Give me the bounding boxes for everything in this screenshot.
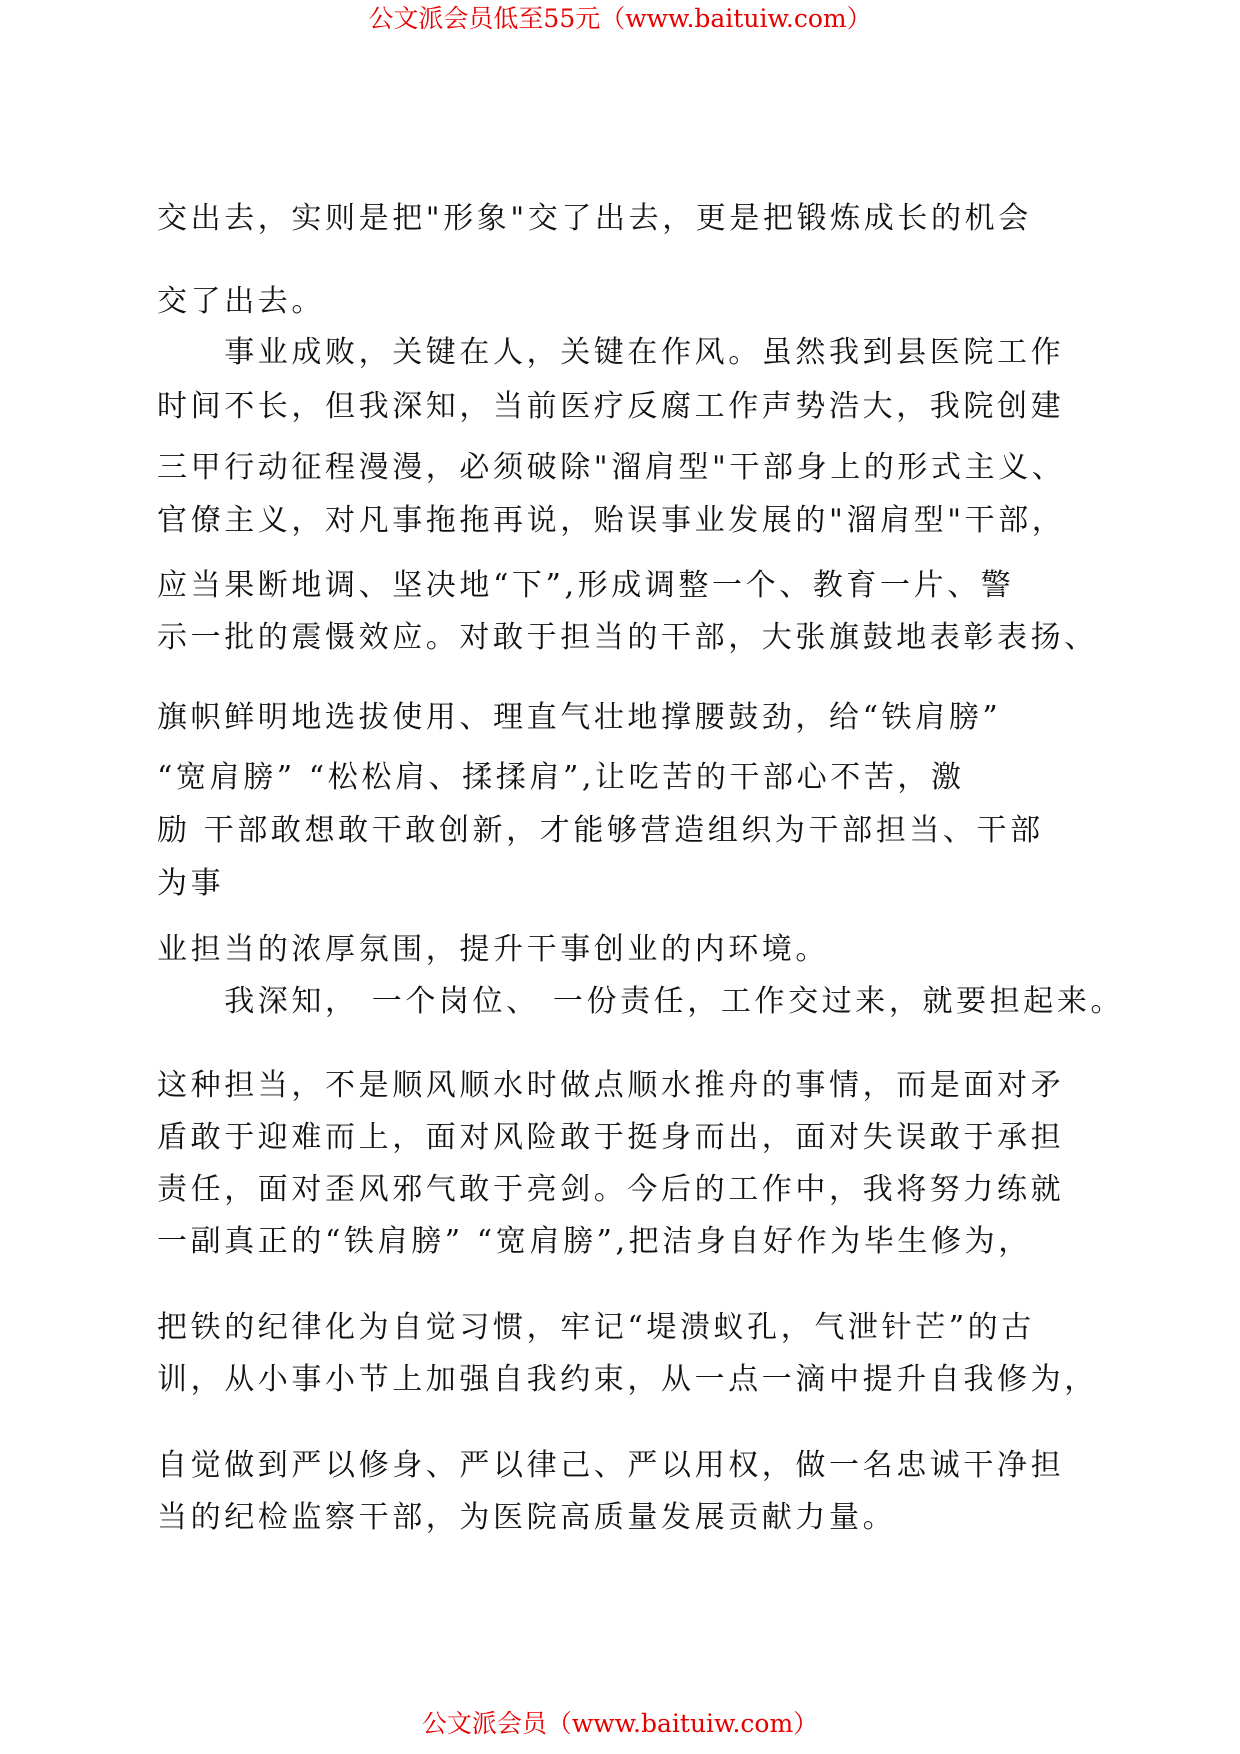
body-line: 为事: [157, 866, 225, 901]
body-line: 官僚主义，对凡事拖拖再说，贻误事业发展的"溜肩型"干部，: [157, 503, 1066, 538]
page-footer: 公文派会员（www.baituiw.com）: [421, 1709, 819, 1738]
body-line: 一副真正的“铁肩膀” “宽肩膀”,把洁身自好作为毕生修为，: [157, 1224, 1032, 1259]
body-line: 事业成败，关键在人，关键在作风。虽然我到县医院工作: [157, 335, 1065, 370]
body-line: 训，从小事小节上加强自我约束，从一点一滴中提升自我修为，: [157, 1362, 1098, 1397]
body-line: 业担当的浓厚氛围，提升干事创业的内环境。: [157, 932, 829, 967]
page-header: 公文派会员低至55元（www.baituiw.com）: [368, 4, 872, 33]
body-line: 应当果断地调、坚决地“下”,形成调整一个、教育一片、警: [157, 568, 1015, 603]
body-line: 三甲行动征程漫漫，必须破除"溜肩型"干部身上的形式主义、: [157, 450, 1066, 485]
body-line: 时间不长，但我深知，当前医疗反腐工作声势浩大，我院创建: [157, 389, 1065, 424]
body-line: 把铁的纪律化为自觉习惯，牢记“堤溃蚁孔，气泄针芒”的古: [157, 1310, 1035, 1345]
body-line: 旗帜鲜明地选拔使用、理直气壮地撑腰鼓劲，给“铁肩膀”: [157, 700, 1002, 735]
body-line: 这种担当，不是顺风顺水时做点顺水推舟的事情，而是面对矛: [157, 1068, 1065, 1103]
body-line: 责任，面对歪风邪气敢于亮剑。今后的工作中，我将努力练就: [157, 1172, 1065, 1207]
body-line: 示一批的震慑效应。对敢于担当的干部，大张旗鼓地表彰表扬、: [157, 620, 1098, 655]
body-line: 盾敢于迎难而上，面对风险敢于挺身而出，面对失误敢于承担: [157, 1120, 1065, 1155]
body-line: 励 干部敢想敢干敢创新，才能够营造组织为干部担当、干部: [157, 813, 1044, 848]
body-line: 我深知， 一个岗位、 一份责任，工作交过来，就要担起来。: [157, 984, 1125, 1019]
body-line: 交了出去。: [157, 284, 325, 319]
body-line: “宽肩膀” “松松肩、揉揉肩”,让吃苦的干部心不苦，激: [157, 760, 965, 795]
body-line: 自觉做到严以修身、严以律己、严以用权，做一名忠诚干净担: [157, 1448, 1065, 1483]
body-line: 当的纪检监察干部，为医院高质量发展贡献力量。: [157, 1500, 897, 1535]
body-line: 交出去，实则是把"形象"交了出去，更是把锻炼成长的机会: [157, 201, 1032, 236]
